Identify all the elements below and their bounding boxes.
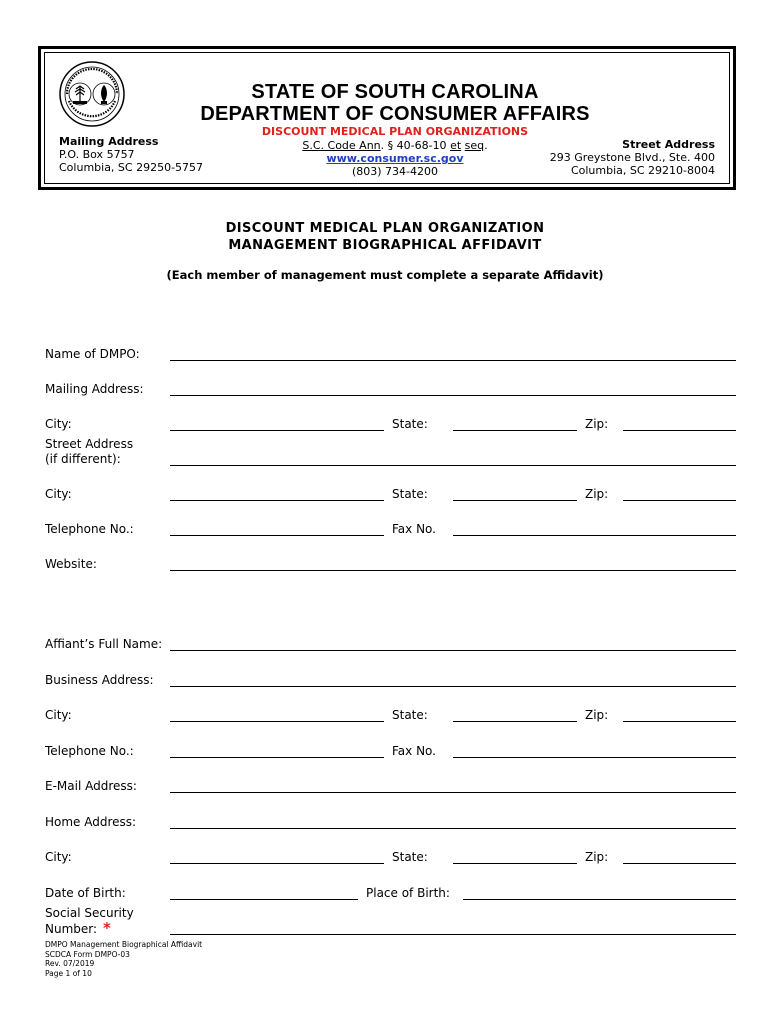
code-citation-section: . § 40-68-10 <box>380 139 451 152</box>
city-input[interactable] <box>170 721 384 722</box>
city-label: City: <box>45 487 72 501</box>
state-label: State: <box>392 850 428 864</box>
telephone-label: Telephone No.: <box>45 522 134 536</box>
zip-label: Zip: <box>585 417 609 431</box>
city-label: City: <box>45 850 72 864</box>
affiant-name-input[interactable] <box>170 650 736 651</box>
website-link[interactable]: www.consumer.sc.gov <box>326 152 464 165</box>
footer-page-number: Page 1 of 10 <box>45 968 92 978</box>
ssn-label-number <box>45 921 111 937</box>
state-seal-icon <box>59 61 125 127</box>
ssn-label-text: Number: <box>45 922 98 936</box>
street-address-line2: Columbia, SC 29210-8004 <box>570 164 715 177</box>
letterhead-inner <box>44 52 730 184</box>
state-label: State: <box>392 708 428 722</box>
required-asterisk: * <box>103 919 111 937</box>
zip-label: Zip: <box>585 708 609 722</box>
pob-label: Place of Birth: <box>366 886 450 900</box>
street-address-heading: Street Address <box>622 138 715 151</box>
email-input[interactable] <box>170 792 736 793</box>
ssn-label: Social Security <box>45 906 134 920</box>
zip-input[interactable] <box>623 430 736 431</box>
state-input[interactable] <box>453 430 577 431</box>
fax-input[interactable] <box>453 757 736 758</box>
fax-input[interactable] <box>453 535 736 536</box>
footer-revision: Rev. 07/2019 <box>45 959 95 968</box>
zip-label: Zip: <box>585 850 609 864</box>
form-title-line2: MANAGEMENT BIOGRAPHICAL AFFIDAVIT <box>228 238 542 253</box>
dob-label: Date of Birth: <box>45 886 126 900</box>
street-address-block <box>550 138 715 177</box>
code-citation-et: et <box>450 139 462 152</box>
mailing-address-input[interactable] <box>170 395 736 396</box>
code-citation-seq: seq <box>464 139 485 152</box>
dob-input[interactable] <box>170 899 358 900</box>
state-input[interactable] <box>453 721 577 722</box>
home-address-input[interactable] <box>170 828 736 829</box>
telephone-label: Telephone No.: <box>45 744 134 758</box>
pob-input[interactable] <box>463 899 736 900</box>
footer-form-number: SCDCA Form DMPO-03 <box>45 949 130 959</box>
form-footer <box>45 940 202 978</box>
letterhead-box <box>38 46 736 190</box>
telephone-input[interactable] <box>170 535 384 536</box>
zip-input[interactable] <box>623 721 736 722</box>
telephone-input[interactable] <box>170 757 384 758</box>
street-address-label-note: (if different): <box>45 452 121 466</box>
mailing-address-block <box>59 135 203 174</box>
state-input[interactable] <box>453 863 577 864</box>
street-address-line1: 293 Greystone Blvd., Ste. 400 <box>549 151 715 164</box>
department-title: DEPARTMENT OF CONSUMER AFFAIRS <box>200 103 590 125</box>
code-citation <box>245 139 545 152</box>
agency-phone: (803) 734-4200 <box>351 165 439 178</box>
state-input[interactable] <box>453 500 577 501</box>
state-label: State: <box>392 487 428 501</box>
code-citation-name: S.C. Code Ann <box>302 139 381 152</box>
name-dmpo-input[interactable] <box>170 360 736 361</box>
mailing-address-line2: Columbia, SC 29250-5757 <box>59 161 204 174</box>
fax-label: Fax No. <box>392 744 436 758</box>
form-title-line1: DISCOUNT MEDICAL PLAN ORGANIZATION <box>225 221 545 236</box>
city-input[interactable] <box>170 863 384 864</box>
mailing-address-heading: Mailing Address <box>59 135 159 148</box>
fax-label: Fax No. <box>392 522 436 536</box>
email-label: E-Mail Address: <box>45 779 137 793</box>
city-input[interactable] <box>170 430 384 431</box>
street-address-label: Street Address <box>45 437 134 451</box>
form-instruction: (Each member of management must complete a separate Affidavit) <box>166 268 604 282</box>
ssn-input[interactable] <box>170 934 736 935</box>
business-address-label: Business Address: <box>45 673 154 687</box>
business-address-input[interactable] <box>170 686 736 687</box>
affiant-name-label: Affiant’s Full Name: <box>45 637 163 651</box>
state-label: State: <box>392 417 428 431</box>
state-title: STATE OF SOUTH CAROLINA <box>251 81 539 103</box>
website-label: Website: <box>45 557 97 571</box>
name-dmpo-label: Name of DMPO: <box>45 347 140 361</box>
city-label: City: <box>45 417 72 431</box>
website-input[interactable] <box>170 570 736 571</box>
city-label: City: <box>45 708 72 722</box>
mailing-address-label: Mailing Address: <box>45 382 144 396</box>
zip-input[interactable] <box>623 863 736 864</box>
city-input[interactable] <box>170 500 384 501</box>
mailing-address-line1: P.O. Box 5757 <box>59 148 135 161</box>
division-title: DISCOUNT MEDICAL PLAN ORGANIZATIONS <box>261 125 529 138</box>
zip-input[interactable] <box>623 500 736 501</box>
home-address-label: Home Address: <box>45 815 137 829</box>
street-address-input[interactable] <box>170 465 736 466</box>
zip-label: Zip: <box>585 487 609 501</box>
footer-form-name: DMPO Management Biographical Affidavit <box>45 940 203 949</box>
code-citation-period: . <box>484 139 488 152</box>
